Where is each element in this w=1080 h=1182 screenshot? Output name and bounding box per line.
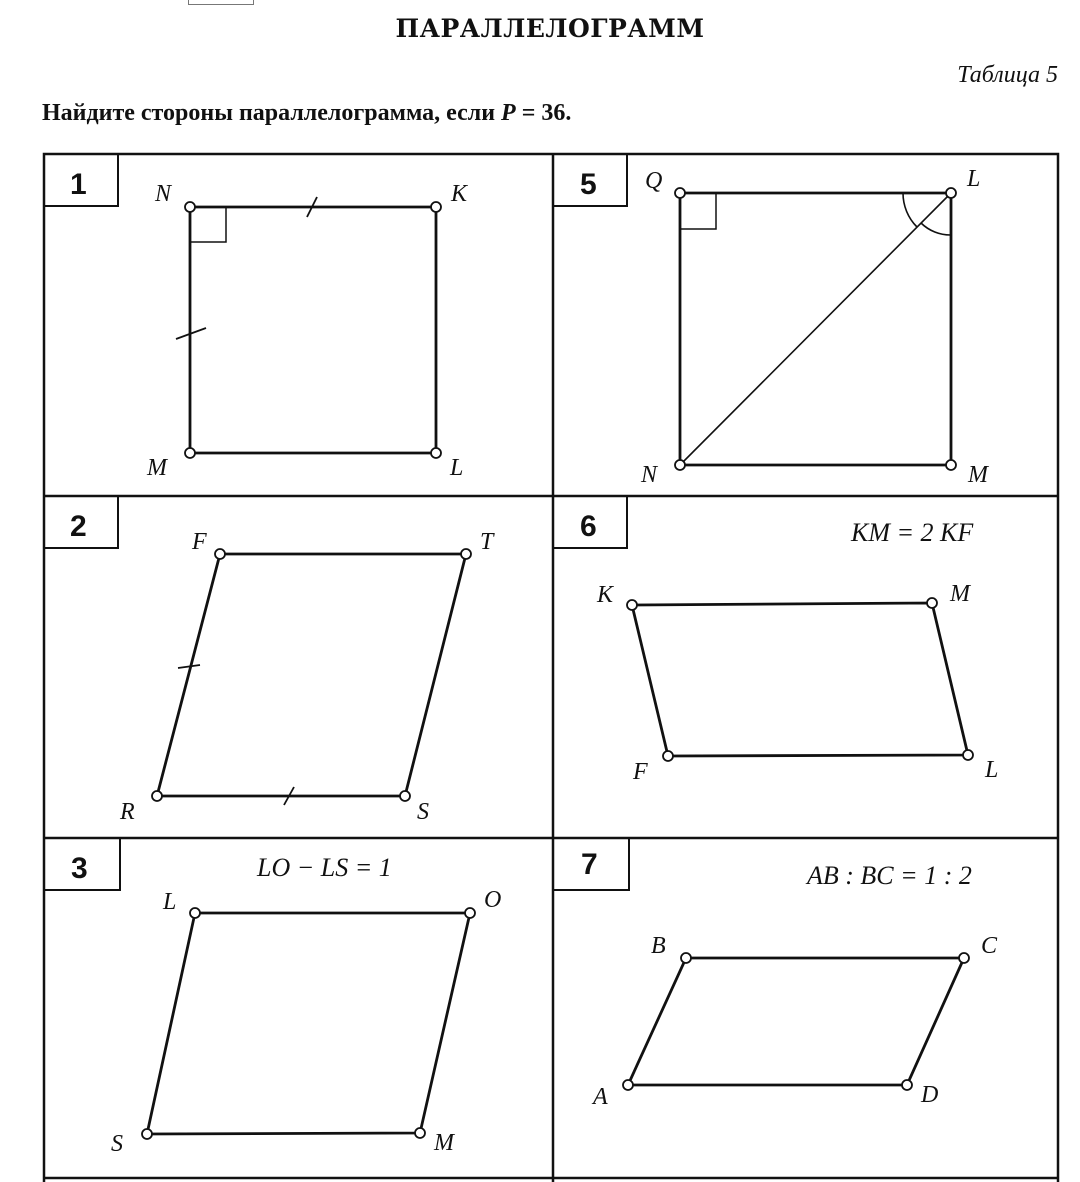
number-tabs (44, 154, 629, 890)
figure-1-vertex-n (185, 202, 195, 212)
figure-3-outline (147, 913, 470, 1134)
figure-1-vertex-m (185, 448, 195, 458)
figure-3-vertex-s (142, 1129, 152, 1139)
figure-6-parallelogram (596, 581, 998, 785)
figure-7-vertex-a (623, 1080, 633, 1090)
figure-5-vertex-q (675, 188, 685, 198)
figure-1-label-n: N (155, 181, 172, 207)
figure-3-label-o: O (484, 887, 502, 913)
figure-6-outline (632, 603, 968, 756)
figure-5-label-m: M (968, 462, 988, 488)
figure-7-vertex-b (681, 953, 691, 963)
figure-2-vertex-t (461, 549, 471, 559)
figure-2-label-s: S (417, 799, 429, 825)
figure-2-vertex-s (400, 791, 410, 801)
figure-3-vertex-l (190, 908, 200, 918)
figure-5-vertex-m (946, 460, 956, 470)
figure-1-label-m: M (147, 455, 167, 481)
figure-1-label-l: L (450, 455, 464, 481)
task-equation: = 36. (515, 100, 572, 126)
figure-2-vertex-r (152, 791, 162, 801)
figure-1-label-k: K (451, 181, 468, 207)
figure-3-parallelogram (111, 887, 501, 1157)
cell-5-number: 5 (580, 168, 597, 201)
figure-7-vertex-c (959, 953, 969, 963)
task-variable: P (501, 100, 516, 126)
figure-2-outline (157, 554, 466, 796)
figure-6-label-k: K (597, 582, 614, 608)
figure-7-outline (628, 958, 964, 1085)
figure-1-right-angle-mark (190, 207, 226, 242)
figure-2-label-t: T (480, 529, 494, 555)
figure-5-angle-arc-1 (903, 193, 917, 227)
figure-5-label-n: N (641, 462, 658, 488)
cell-1-number: 1 (70, 168, 87, 201)
table-border (44, 154, 1058, 1182)
figure-5-rectangle (640, 166, 990, 488)
figure-7-vertex-d (902, 1080, 912, 1090)
figure-6-vertex-k (627, 600, 637, 610)
figure-1-outline (190, 207, 436, 453)
figure-5-label-l: L (967, 166, 981, 192)
cell-7-number: 7 (581, 848, 598, 881)
figure-7-label-d: D (921, 1082, 939, 1108)
figure-5-angle-arc-2 (921, 223, 951, 235)
figure-2-label-r: R (120, 799, 135, 825)
figure-3-label-m: M (434, 1130, 454, 1156)
cell-3-condition: LO − LS = 1 (257, 853, 392, 882)
cell-3-number: 3 (71, 852, 88, 885)
cell-2-number: 2 (70, 510, 87, 543)
figure-3-vertex-m (415, 1128, 425, 1138)
figure-5-label-q: Q (645, 168, 663, 194)
figure-6-vertex-f (663, 751, 673, 761)
figure-6-label-l: L (985, 757, 999, 783)
figure-6-vertex-l (963, 750, 973, 760)
figure-2-rhombus (119, 529, 495, 825)
task-text: Найдите стороны параллелограмма, если (42, 100, 496, 126)
figure-5-vertex-l (946, 188, 956, 198)
figure-2-vertex-f (215, 549, 225, 559)
figure-1-square (146, 181, 469, 481)
figure-6-vertex-m (927, 598, 937, 608)
figure-3-vertex-o (465, 908, 475, 918)
cell-6-condition: KM = 2 KF (851, 518, 974, 547)
figure-7-label-b: B (651, 933, 666, 959)
figure-6-label-f: F (633, 759, 648, 785)
page-title: ПАРАЛЛЕЛОГРАММ (395, 14, 705, 43)
table-grid (44, 154, 1058, 1182)
figure-3-label-s: S (111, 1131, 123, 1157)
figure-5-vertex-n (675, 460, 685, 470)
cell-7-condition: AB : BC = 1 : 2 (807, 861, 972, 890)
table-label: Таблица 5 (957, 62, 1058, 88)
figure-7-label-a: A (593, 1084, 608, 1110)
figure-1-vertex-k (431, 202, 441, 212)
figure-3-label-l: L (163, 889, 177, 915)
figure-7-label-c: C (981, 933, 998, 959)
figure-7-parallelogram (591, 933, 998, 1110)
figure-5-right-angle-mark (680, 193, 716, 229)
figure-1-vertex-l (431, 448, 441, 458)
figure-2-label-f: F (192, 529, 207, 555)
cell-6-number: 6 (580, 510, 597, 543)
figure-6-label-m: M (950, 581, 970, 607)
figure-5-diagonal (680, 193, 951, 465)
